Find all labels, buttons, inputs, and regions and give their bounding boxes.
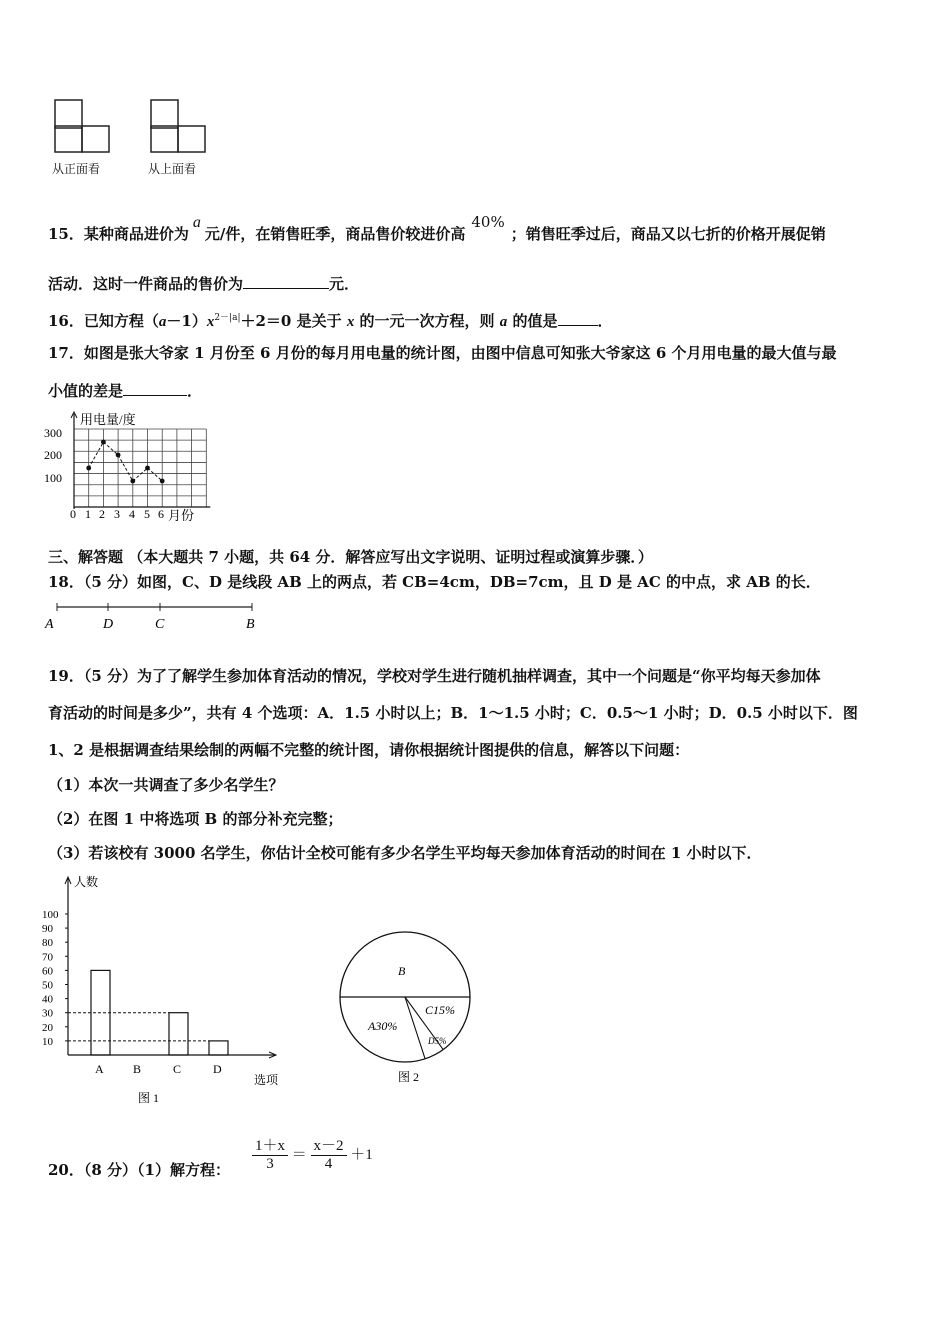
y-tick-label: 20 bbox=[42, 1021, 53, 1034]
chart17-xtick: 5 bbox=[144, 507, 150, 521]
chart17-ytick: 200 bbox=[44, 448, 62, 462]
question-19-sub2: （2）在图 1 中将选项 B 的部分补充完整； bbox=[48, 810, 343, 828]
segment-figure bbox=[40, 598, 270, 632]
y-tick-label: 10 bbox=[42, 1035, 53, 1048]
data-point bbox=[86, 466, 91, 471]
eq-numerator-1: 1＋x bbox=[255, 1138, 286, 1154]
slice-boundary bbox=[405, 997, 425, 1059]
equation: $\frac{1+x}{3}$ ＝ $\frac{x-2}{4}$ ＋1 bbox=[252, 1134, 373, 1173]
bar-ylabel: 人数 bbox=[74, 875, 99, 889]
chart17-xtick: 0 bbox=[70, 507, 76, 521]
question-19-sub1: （1）本次一共调查了多少名学生？ bbox=[48, 776, 284, 794]
point-label-b: B bbox=[246, 617, 255, 632]
y-tick-label: 90 bbox=[42, 923, 53, 936]
slice-label: D5% bbox=[428, 1036, 447, 1046]
pie-title: 图 2 bbox=[398, 1070, 420, 1084]
y-tick-label: 70 bbox=[42, 951, 53, 964]
pie-chart-figure-2 bbox=[330, 922, 480, 1092]
front-view-label: 从正面看 bbox=[52, 162, 101, 176]
eq-numerator-2: x－2 bbox=[313, 1138, 344, 1154]
answer-blank[interactable] bbox=[558, 311, 598, 326]
question-16: 16．已知方程$(a-1)x^{2-|a|}+2=0$ 是关于 x 的一元一次方程，则 a 的值是 ． bbox=[48, 312, 613, 330]
y-tick-label: 50 bbox=[42, 979, 53, 992]
category-label: D bbox=[213, 1062, 222, 1076]
y-tick-label: 80 bbox=[42, 937, 53, 950]
bar-xlabel: 选项 bbox=[254, 1073, 279, 1087]
y-tick-label: 60 bbox=[42, 965, 53, 978]
data-point bbox=[116, 453, 121, 458]
slice-label: C15% bbox=[425, 1003, 455, 1017]
chart17-xtick: 4 bbox=[129, 507, 135, 521]
answer-blank[interactable] bbox=[243, 274, 329, 289]
data-point bbox=[101, 440, 106, 445]
series-segment bbox=[118, 455, 133, 481]
electricity-usage-chart bbox=[40, 406, 220, 528]
question-19-sub3: （3）若该校有 3000 名学生，你估计全校可能有多少名学生平均每天参加体育活动的时间在 1 小时以下． bbox=[48, 844, 762, 862]
y-tick-label: 30 bbox=[42, 1007, 53, 1020]
top-view-figure bbox=[146, 98, 216, 158]
chart17-xtick: 3 bbox=[114, 507, 120, 521]
question-19-line2: 育活动的时间是多少”，共有 4 个选项：A．1.5 小时以上；B．1～1.5 小时；C．0.5～1 小时；D．0.5 小时以下．图 bbox=[48, 704, 858, 722]
point-label-c: C bbox=[155, 617, 165, 632]
category-label: B bbox=[133, 1062, 142, 1076]
series-segment bbox=[148, 468, 163, 481]
section-3-title: 三、解答题 （本大题共 7 小题，共 64 分．解答应写出文字说明、证明过程或演算步骤．） bbox=[48, 548, 653, 566]
data-point bbox=[130, 479, 135, 484]
series-segment bbox=[133, 468, 148, 481]
chart17-xlabel: 月份 bbox=[168, 508, 195, 523]
slice-label: B bbox=[398, 964, 406, 978]
chart17-xtick: 6 bbox=[158, 507, 164, 521]
series-segment bbox=[103, 442, 118, 455]
data-point bbox=[160, 479, 165, 484]
eq-denominator-1: 3 bbox=[266, 1156, 274, 1172]
question-17-line1: 17．如图是张大爷家 1 月份至 6 月份的每月用电量的统计图，由图中信息可知张大爷家这 6 个月用电量的最大值与最 bbox=[48, 344, 837, 362]
chart17-ytick: 100 bbox=[44, 471, 62, 485]
bar-d bbox=[209, 1041, 228, 1055]
question-19-line1: 19．（5 分）为了了解学生参加体育活动的情况，学校对学生进行随机抽样调查，其中一个问题是“你平均每天参加体 bbox=[48, 667, 821, 685]
top-view-label: 从上面看 bbox=[148, 162, 197, 176]
category-label: C bbox=[173, 1062, 182, 1076]
question-19-line3: 1、2 是根据调查结果绘制的两幅不完整的统计图，请你根据统计图提供的信息，解答以下问题： bbox=[48, 741, 690, 759]
bar-chart-figure-1 bbox=[40, 870, 300, 1110]
chart17-xtick: 2 bbox=[99, 507, 105, 521]
front-view-figure bbox=[50, 98, 120, 158]
data-point bbox=[145, 466, 150, 471]
point-label-a: A bbox=[45, 617, 54, 632]
bar-title: 图 1 bbox=[138, 1091, 160, 1105]
chart17-ylabel: 用电量/度 bbox=[80, 412, 136, 427]
question-17-line2: 小值的差是 ． bbox=[48, 382, 203, 400]
eq-denominator-2: 4 bbox=[324, 1156, 333, 1172]
point-label-d: D bbox=[103, 617, 114, 632]
chart17-xtick: 1 bbox=[85, 507, 91, 521]
answer-blank[interactable] bbox=[123, 381, 187, 396]
bar-c bbox=[169, 1013, 188, 1055]
y-tick-label: 40 bbox=[42, 993, 53, 1006]
question-15-line2: 活动．这时一件商品的售价为 元． bbox=[48, 275, 360, 293]
y-tick-label: 100 bbox=[42, 909, 59, 921]
question-18: 18．（5 分）如图，C、D 是线段 AB 上的两点，若 CB=4cm，DB=7cm，且 D 是 AC 的中点，求 AB 的长． bbox=[48, 573, 821, 591]
question-20: 20．（8 分）（1）解方程： bbox=[48, 1161, 230, 1179]
chart17-ytick: 300 bbox=[44, 426, 62, 440]
slice-label: A30% bbox=[368, 1019, 398, 1033]
series-segment bbox=[89, 442, 104, 468]
question-15-line1: 15．某种商品进价为a元/件，在销售旺季，商品售价较进价高40%；销售旺季过后，商品又以七折的价格开展促销 bbox=[48, 213, 826, 243]
category-label: A bbox=[95, 1062, 104, 1076]
